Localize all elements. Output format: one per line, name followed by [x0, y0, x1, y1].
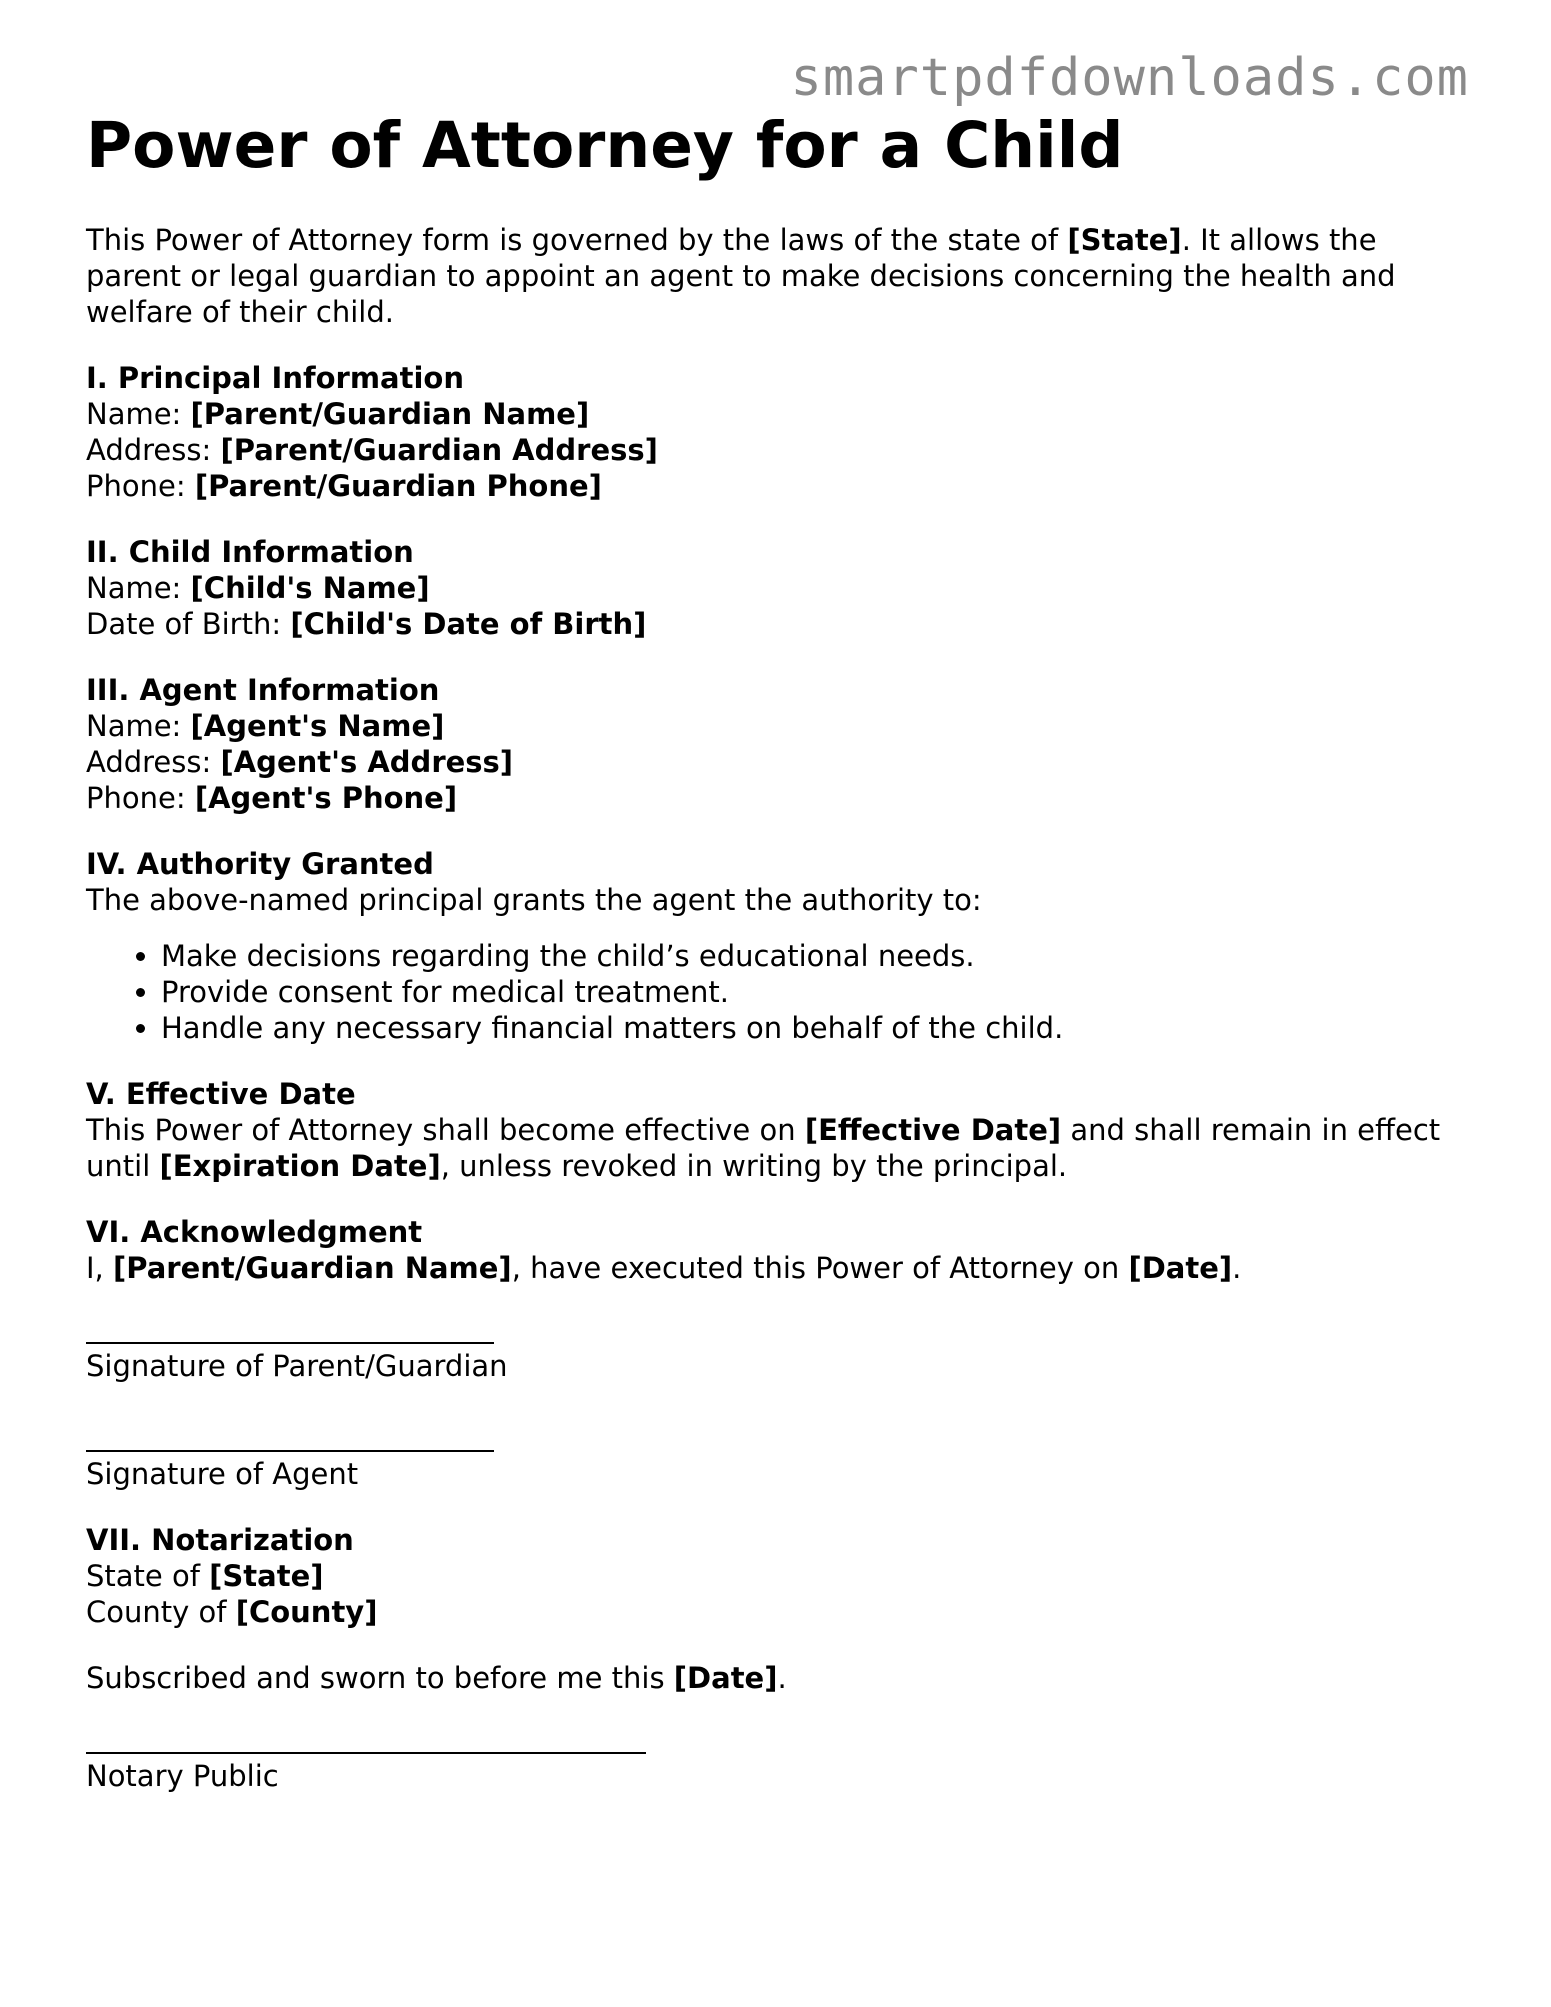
agent-phone-value: [Agent's Phone] — [194, 781, 458, 816]
agent-signature-line[interactable] — [86, 1424, 494, 1452]
notary-public-label: Notary Public — [86, 1759, 279, 1794]
watermark-text: smartpdfdownloads.com — [790, 48, 1469, 108]
intro-paragraph — [86, 222, 1466, 330]
intro-text-pre: This Power of Attorney form is governed by the laws of the state of — [86, 223, 1068, 258]
page-title: Power of Attorney for a Child — [86, 109, 1124, 182]
notary-state-line — [86, 1558, 1466, 1594]
principal-address-label: Address: — [86, 433, 221, 468]
notary-county-label: County of — [86, 1595, 236, 1630]
parent-signature-label: Signature of Parent/Guardian — [86, 1349, 508, 1384]
effective-date-placeholder: [Effective Date] — [804, 1113, 1062, 1148]
child-name-value: [Child's Name] — [190, 571, 430, 606]
expiration-date-placeholder: [Expiration Date] — [159, 1149, 441, 1184]
notary-signature-block — [86, 1726, 1466, 1794]
ack-date-placeholder: [Date] — [1128, 1251, 1233, 1286]
notary-state-label: State of — [86, 1559, 210, 1594]
notarization-section — [86, 1522, 1466, 1696]
principal-section — [86, 360, 1466, 504]
ack-text-post: . — [1232, 1251, 1242, 1286]
intro-state-placeholder: [State] — [1067, 223, 1182, 258]
effective-text-mid: and shall remain in effect until — [86, 1113, 1441, 1184]
document-page — [86, 110, 1466, 1794]
principal-phone-value: [Parent/Guardian Phone] — [194, 469, 602, 504]
principal-address-line — [86, 432, 1466, 468]
agent-address-value: [Agent's Address] — [220, 745, 514, 780]
notary-signature-line[interactable] — [86, 1726, 646, 1754]
principal-name-value: [Parent/Guardian Name] — [190, 397, 590, 432]
agent-signature-label: Signature of Agent — [86, 1457, 359, 1492]
ack-text-pre: I, — [86, 1251, 113, 1286]
principal-heading: I. Principal Information — [86, 361, 464, 396]
child-dob-label: Date of Birth: — [86, 607, 291, 642]
notarization-heading: VII. Notarization — [86, 1523, 354, 1558]
parent-signature-block — [86, 1316, 1466, 1384]
intro-text-post: . It allows the parent or legal guardian to appoint an agent to make decisions concerning the health and welfare of their child. — [86, 223, 1396, 330]
effective-text-post: , unless revoked in writing by the principal. — [440, 1149, 1068, 1184]
acknowledgment-heading: VI. Acknowledgment — [86, 1215, 423, 1250]
ack-text-mid: , have executed this Power of Attorney on — [511, 1251, 1129, 1286]
principal-name-label: Name: — [86, 397, 191, 432]
sworn-text-post: . — [777, 1661, 787, 1696]
agent-address-line — [86, 744, 1466, 780]
notary-county-line — [86, 1594, 1466, 1630]
effective-section — [86, 1076, 1466, 1184]
parent-signature-line[interactable] — [86, 1316, 494, 1344]
sworn-paragraph — [86, 1660, 1466, 1696]
authority-heading: IV. Authority Granted — [86, 847, 434, 882]
principal-phone-label: Phone: — [86, 469, 195, 504]
sworn-text-pre: Subscribed and sworn to before me this — [86, 1661, 674, 1696]
list-item: • Provide consent for medical treatment. — [161, 974, 1466, 1010]
agent-name-value: [Agent's Name] — [190, 709, 445, 744]
agent-phone-label: Phone: — [86, 781, 195, 816]
effective-text-pre: This Power of Attorney shall become effective on — [86, 1113, 805, 1148]
agent-name-label: Name: — [86, 709, 191, 744]
child-dob-line — [86, 606, 1466, 642]
authority-section — [86, 846, 1466, 1046]
acknowledgment-paragraph — [86, 1250, 1466, 1286]
principal-phone-line — [86, 468, 1466, 504]
agent-signature-block — [86, 1424, 1466, 1492]
child-dob-value: [Child's Date of Birth] — [290, 607, 647, 642]
principal-address-value: [Parent/Guardian Address] — [220, 433, 658, 468]
principal-name-line — [86, 396, 1466, 432]
notary-county-value: [County] — [235, 1595, 378, 1630]
agent-name-line — [86, 708, 1466, 744]
effective-paragraph — [86, 1112, 1466, 1184]
child-name-label: Name: — [86, 571, 191, 606]
sworn-date-placeholder: [Date] — [673, 1661, 778, 1696]
child-heading: II. Child Information — [86, 535, 414, 570]
child-section — [86, 534, 1466, 642]
list-item: • Handle any necessary financial matters on behalf of the child. — [161, 1010, 1466, 1046]
agent-section — [86, 672, 1466, 816]
child-name-line — [86, 570, 1466, 606]
ack-name-placeholder: [Parent/Guardian Name] — [113, 1251, 512, 1286]
agent-address-label: Address: — [86, 745, 221, 780]
agent-phone-line — [86, 780, 1466, 816]
notary-state-value: [State] — [209, 1559, 324, 1594]
list-item: • Make decisions regarding the child’s educational needs. — [161, 938, 1466, 974]
effective-heading: V. Effective Date — [86, 1077, 356, 1112]
authority-list — [86, 938, 1466, 1046]
authority-text: The above-named principal grants the agent the authority to: — [86, 883, 982, 918]
agent-heading: III. Agent Information — [86, 673, 440, 708]
acknowledgment-section — [86, 1214, 1466, 1286]
